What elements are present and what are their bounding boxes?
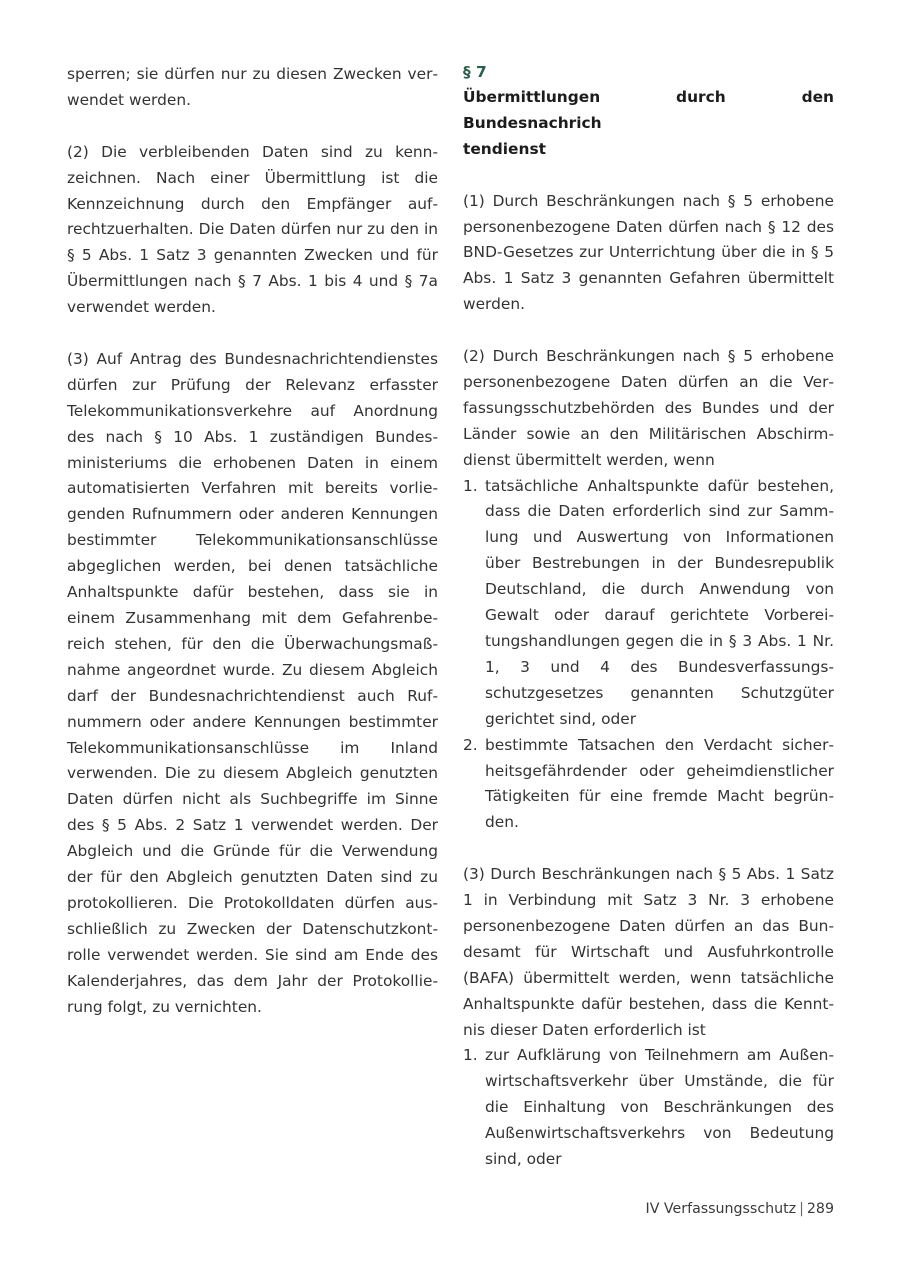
section-title-line-2: tendienst — [463, 139, 546, 158]
section-number-heading: § 7 — [463, 63, 487, 81]
numbered-list-absatz-3 — [463, 1043, 834, 1173]
list-item-marker: 1. — [463, 476, 478, 495]
list-item-text: bestimmte Tatsachen den Verdacht sicherheitsgefährdender oder geheimdienstlicher Tätigkeiten für eine fremde Macht begründen. — [485, 735, 834, 832]
section-title-line-1: Übermittlungen durch den Bundesnachrich — [463, 88, 834, 132]
footer-separator: | — [799, 1201, 804, 1217]
list-item-marker: 1. — [463, 1046, 478, 1065]
paragraph-absatz-2: (2) Die verbleibenden Daten sind zu kennzeichnen. Nach einer Übermittlung ist die Kennzeichnung durch den Empfänger aufrechtzuerhalten. Die Daten dürfen nur zu den in § 5 Abs. 1 Satz 3 genannten Zwecken und für Übermittlungen nach § 7 Abs. 1 bis 4 und § 7a verwendet werden. — [67, 142, 438, 317]
numbered-list-absatz-2 — [463, 474, 834, 837]
list-item — [463, 1043, 834, 1173]
footer-chapter-label: IV Verfassungsschutz — [645, 1201, 797, 1217]
list-item-text: zur Aufklärung von Teilnehmern am Außenwirtschaftsverkehr über Umstände, die für die Einhaltung von Beschränkungen des Außenwirtschaftsverkehrs von Bedeutung sind, oder — [485, 1046, 834, 1169]
footer-page-number: 289 — [806, 1201, 834, 1217]
list-item — [463, 733, 834, 837]
paragraph-absatz-2-intro: (2) Durch Beschränkungen nach § 5 erhobene personenbezogene Daten dürfen an die Verfassungsschutzbehörden des Bundes und der Länder sowie an den Militärischen Abschirmdienst übermittelt werden, wenn — [463, 347, 834, 469]
paragraph-absatz-3: (3) Auf Antrag des Bundesnachrichtendienstes dürfen zur Prüfung der Relevanz erfasster Telekommunikationsverkehre auf Anordnung des nach § 10 Abs. 1 zuständigen Bundesministeriums die erhobenen Daten in einem automatisierten Verfahren mit bereits vorliegenden Rufnummern oder anderen Kennungen bestimmter Telekommunikationsanschlüsse abgeglichen werden, bei denen tatsächliche Anhaltspunkte dafür bestehen, dass sie in einem Zusammenhang mit dem Gefahrenbereich stehen, für den die Überwachungsmaßnahme angeordnet wurde. Zu diesem Abgleich darf der Bundesnachrichtendienst auch Rufnummern oder andere Kennungen bestimmter Telekommunikationsanschlüsse im Inland verwenden. Die zu diesem Abgleich genutzten Daten dürfen nicht als Suchbegriffe im Sinne des § 5 Abs. 2 Satz 1 verwendet werden. Der Abgleich und die Gründe für die Verwendung der für den Abgleich genutzten Daten sind zu protokollieren. Die Protokolldaten dürfen ausschließlich zu Zwecken der Datenschutzkontrolle verwendet werden. Sie sind am Ende des Kalenderjahres, das dem Jahr der Protokollierung folgt, zu vernichten. — [67, 349, 438, 1016]
list-item-text: tatsächliche Anhaltspunkte dafür bestehen, dass die Daten erforderlich sind zur Sammlung und Auswertung von Informationen über Bestrebungen in der Bundesrepublik Deutschland, die durch Anwendung von Gewalt oder darauf gerichtete Vorbereitungshandlungen gegen die in § 3 Abs. 1 Nr. 1, 3 und 4 des Bundesverfassungsschutzgesetzes genannten Schutzgüter gerichtet sind, oder — [485, 476, 834, 728]
page-footer — [0, 1198, 834, 1220]
section-title — [463, 85, 834, 163]
paragraph-continuation: sperren; sie dürfen nur zu diesen Zwecken verwendet werden. — [67, 65, 438, 109]
two-column-body — [67, 62, 834, 1169]
right-column — [463, 62, 834, 1169]
left-column — [67, 62, 438, 1162]
list-item — [463, 474, 834, 733]
paragraph-absatz-3-intro: (3) Durch Beschränkungen nach § 5 Abs. 1 Satz 1 in Verbindung mit Satz 3 Nr. 3 erhobene personenbezogene Daten dürfen an das Bundesamt für Wirtschaft und Ausfuhrkontrolle (BAFA) übermittelt werden, wenn tatsächliche Anhaltspunkte dafür bestehen, dass die Kenntnis dieser Daten erforderlich ist — [463, 865, 834, 1039]
paragraph-absatz-1: (1) Durch Beschränkungen nach § 5 erhobene personenbezogene Daten dürfen nach § 12 des BND-Gesetzes zur Unterrichtung über die in § 5 Abs. 1 Satz 3 genannten Gefahren übermittelt werden. — [463, 191, 834, 314]
list-item-marker: 2. — [463, 735, 478, 754]
